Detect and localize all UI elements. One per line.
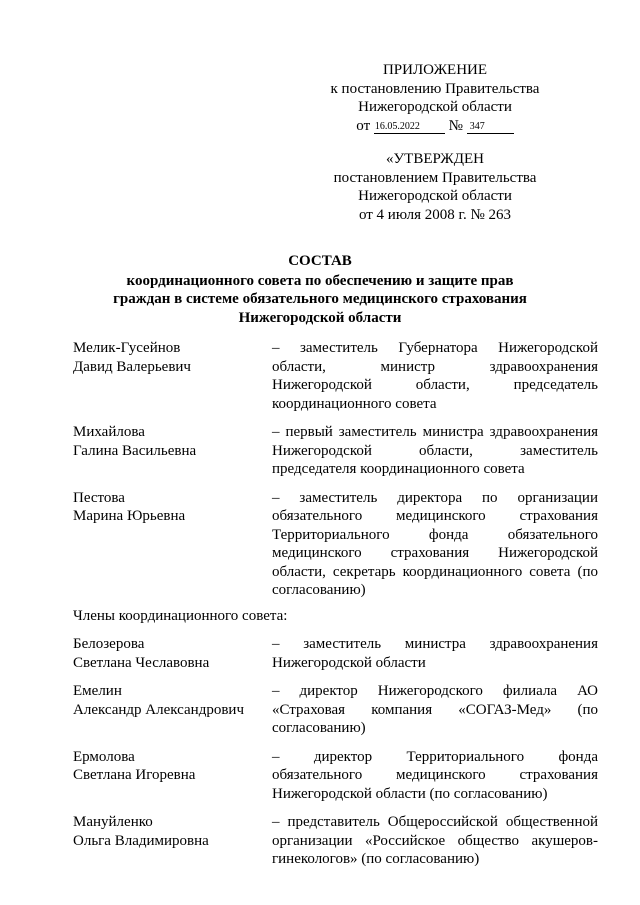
appendix-line-2: Нижегородской области xyxy=(358,99,512,115)
date-prefix: от xyxy=(356,117,371,134)
number-prefix: № xyxy=(448,117,463,134)
heading-line-2: граждан в системе обязательного медицинского страхования xyxy=(113,291,527,307)
member-name xyxy=(73,748,272,804)
approval-line-3: Нижегородской области xyxy=(358,188,512,204)
member-position: – директор Нижегородского филиала АО «Страховая компания «СОГАЗ-Мед» (по согласованию) xyxy=(272,683,598,736)
member-surname: Мелик-Гусейнов xyxy=(73,340,181,356)
member-given-name: Светлана Игоревна xyxy=(73,767,196,783)
member-name xyxy=(73,813,272,869)
date-value: 16.05.2022 xyxy=(374,121,445,134)
member-given-name: Марина Юрьевна xyxy=(73,508,186,524)
member-given-name: Ольга Владимировна xyxy=(73,832,209,849)
council-list xyxy=(73,339,598,879)
heading-title: СОСТАВ xyxy=(288,253,352,269)
document-heading xyxy=(60,252,580,327)
member-row xyxy=(73,423,598,479)
approval-line-1: «УТВЕРЖДЕН xyxy=(386,151,484,167)
member-surname: Белозерова xyxy=(73,636,145,652)
member-position: – заместитель Губернатора Нижегородской области, министр здравоохранения Нижегородской области, председатель координационного совета xyxy=(272,340,598,412)
member-position: – заместитель директора по организации обязательного медицинского страхования Территориального фонда обязательного медицинского страхования Нижегородской области, секретарь координационного совета (по согласованию) xyxy=(272,489,598,598)
member-position: – первый заместитель министра здравоохранения Нижегородской области, заместитель председателя координационного совета xyxy=(272,424,598,477)
member-row xyxy=(73,748,598,804)
heading-line-1: координационного совета по обеспечению и защите прав xyxy=(126,272,514,289)
member-position: – представитель Общероссийской общественной организации «Российское общество акушеров-гинекологов» (по согласованию) xyxy=(272,814,598,867)
member-row xyxy=(73,813,598,869)
member-surname: Ермолова xyxy=(73,748,135,765)
member-name xyxy=(73,682,272,738)
member-name xyxy=(73,339,272,413)
member-given-name: Галина Васильевна xyxy=(73,442,197,459)
member-row xyxy=(73,489,598,600)
member-given-name: Александр Александрович xyxy=(73,701,244,718)
approval-line-2: постановлением Правительства xyxy=(333,169,537,186)
member-row xyxy=(73,682,598,738)
member-surname: Емелин xyxy=(73,683,122,699)
number-value: 347 xyxy=(467,121,514,134)
member-position: – заместитель министра здравоохранения Нижегородской области xyxy=(272,636,598,671)
approval-line-4: от 4 июля 2008 г. № 263 xyxy=(358,206,512,223)
member-row xyxy=(73,635,598,672)
member-row xyxy=(73,339,598,413)
member-given-name: Светлана Чеславовна xyxy=(73,654,210,671)
appendix-line-1: к постановлению Правительства xyxy=(330,80,540,97)
heading-line-3: Нижегородской области xyxy=(238,309,402,326)
member-name xyxy=(73,635,272,672)
member-surname: Пестова xyxy=(73,489,125,506)
member-surname: Михайлова xyxy=(73,424,145,440)
appendix-block xyxy=(320,61,550,135)
member-name xyxy=(73,423,272,479)
approval-block xyxy=(320,150,550,224)
member-name xyxy=(73,489,272,600)
appendix-title: ПРИЛОЖЕНИЕ xyxy=(382,62,488,78)
member-surname: Мануйленко xyxy=(73,814,153,830)
member-position: – директор Территориального фонда обязательного медицинского страхования Нижегородской области (по согласованию) xyxy=(272,748,598,802)
appendix-reference xyxy=(320,117,550,136)
member-given-name: Давид Валерьевич xyxy=(73,358,191,375)
members-section-label: Члены координационного совета: xyxy=(73,607,288,624)
